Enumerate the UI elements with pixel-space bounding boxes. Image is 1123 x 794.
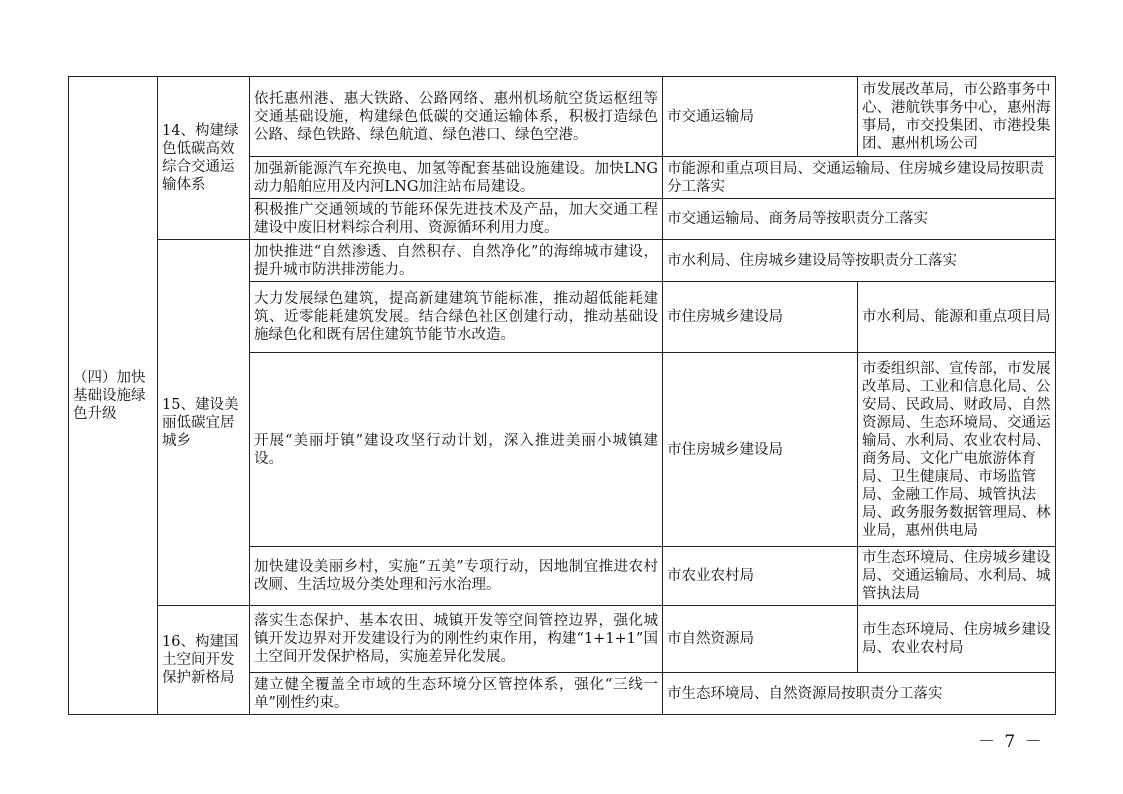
content-cell: 加快建设美丽乡村，实施“五美”专项行动，因地制宜推进农村改厕、生活垃圾分类处理和污水治理。: [250, 547, 663, 606]
lead-unit-cell: 市住房城乡建设局: [663, 282, 858, 353]
content-cell: 大力发展绿色建筑，提高新建建筑节能标准，推动超低能耗建筑、近零能耗建筑发展。结合绿色社区创建行动，推动基础设施绿色化和既有居住建筑节能节水改造。: [250, 282, 663, 353]
task-title-cell: 16、构建国土空间开发保护新格局: [158, 606, 250, 715]
partner-unit-cell: 市水利局、能源和重点项目局: [858, 282, 1056, 353]
lead-unit-cell: 市水利局、住房城乡建设局等按职责分工落实: [663, 240, 1056, 282]
partner-unit-cell: 市委组织部、宣传部，市发展改革局、工业和信息化局、公安局、民政局、财政局、自然资源局、生态环境局、交通运输局、水利局、农业农村局、商务局、文化广电旅游体育局、卫生健康局、市场监管局、金融工作局、城管执法局、政务服务数据管理局、林业局，惠州供电局: [858, 353, 1056, 547]
partner-unit-cell: 市生态环境局、住房城乡建设局、交通运输局、水利局、城管执法局: [858, 547, 1056, 606]
content-cell: 积极推广交通领域的节能环保先进技术及产品，加大交通工程建设中废旧材料综合利用、资源循环利用力度。: [250, 199, 663, 240]
lead-unit-cell: 市生态环境局、自然资源局按职责分工落实: [663, 673, 1056, 715]
lead-unit-cell: 市交通运输局、商务局等按职责分工落实: [663, 199, 1056, 240]
table-row: [69, 77, 1056, 157]
partner-unit-cell: 市生态环境局、住房城乡建设局、农业农村局: [858, 606, 1056, 673]
content-cell: 加强新能源汽车充换电、加氢等配套基础设施建设。加快LNG动力船舶应用及内河LNG加注站布局建设。: [250, 157, 663, 199]
task-title-cell: 15、建设美丽低碳宜居城乡: [158, 240, 250, 606]
partner-unit-cell: 市发展改革局，市公路事务中心、港航铁事务中心，惠州海事局，市交投集团、市港投集团、惠州机场公司: [858, 77, 1056, 157]
content-cell: 依托惠州港、惠大铁路、公路网络、惠州机场航空货运枢纽等交通基础设施，构建绿色低碳的交通运输体系，积极打造绿色公路、绿色铁路、绿色航道、绿色港口、绿色空港。: [250, 77, 663, 157]
content-cell: 落实生态保护、基本农田、城镇开发等空间管控边界，强化城镇开发边界对开发建设行为的刚性约束作用，构建“1+1+1”国土空间开发保护格局，实施差异化发展。: [250, 606, 663, 673]
lead-unit-cell: 市能源和重点项目局、交通运输局、住房城乡建设局按职责分工落实: [663, 157, 1056, 199]
category-cell: （四）加快基础设施绿色升级: [69, 77, 158, 715]
table-row: [69, 606, 1056, 673]
content-cell: 开展“美丽圩镇”建设攻坚行动计划，深入推进美丽小城镇建设。: [250, 353, 663, 547]
lead-unit-cell: 市住房城乡建设局: [663, 353, 858, 547]
task-table: [68, 76, 1056, 715]
lead-unit-cell: 市交通运输局: [663, 77, 858, 157]
content-cell: 加快推进“自然渗透、自然积存、自然净化”的海绵城市建设，提升城市防洪排涝能力。: [250, 240, 663, 282]
page-number: － 7 －: [978, 732, 1044, 752]
lead-unit-cell: 市农业农村局: [663, 547, 858, 606]
lead-unit-cell: 市自然资源局: [663, 606, 858, 673]
table-row: [69, 240, 1056, 282]
content-cell: 建立健全覆盖全市域的生态环境分区管控体系，强化“三线一单”刚性约束。: [250, 673, 663, 715]
task-title-cell: 14、构建绿色低碳高效综合交通运输体系: [158, 77, 250, 240]
